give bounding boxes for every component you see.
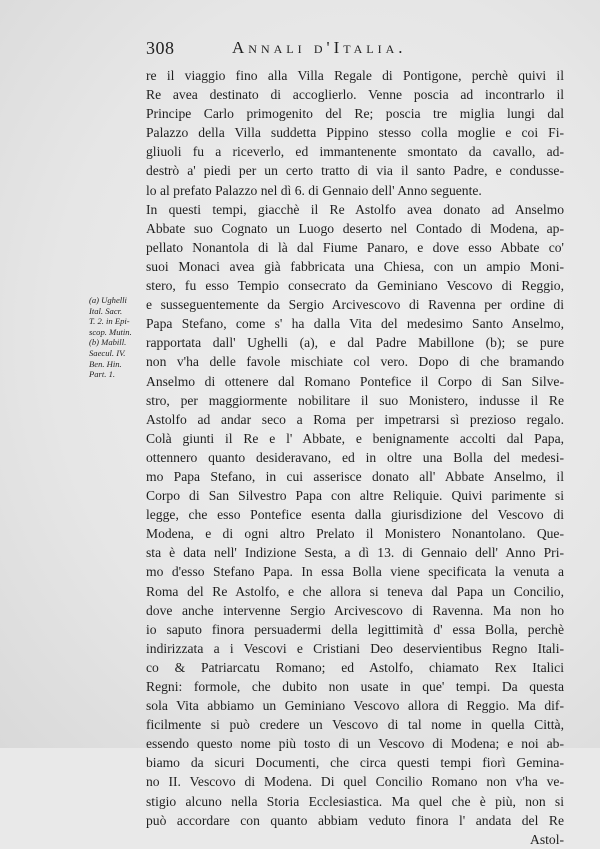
text-line: Principe Carlo primogenito del Re; poscia tre miglia lungi dal	[146, 106, 564, 122]
text-line: no II. Vescovo di Modena. Di quel Concilio Romano non v'ha ve-	[146, 774, 564, 790]
text-line: non v'ha delle favole mischiate col vero. Dopo di che bramando	[146, 354, 564, 370]
text-line: stro, per maggiormente nobilitare il suo Monistero, indusse il Re	[146, 392, 564, 408]
page-number: 308	[146, 38, 175, 58]
text-line: mo Papa Stefano, in cui asserisce donato all' Abbate Anselmo, il	[146, 468, 564, 484]
text-line: Palazzo della Villa suddetta Pippino stesso colla moglie e coi Fi-	[146, 125, 564, 141]
text-line: Papa Stefano, come s' ha dalla Vita del medesimo Santo Anselmo,	[146, 316, 564, 332]
text-line: io saputo finora persuadermi della legittimità d' essa Bolla, perchè	[146, 621, 564, 637]
marginal-note-line: Part. 1.	[89, 369, 116, 380]
text-line: Roma del Re Astolfo, e che allora si teneva dal Papa un Concilio,	[146, 583, 564, 599]
text-line: suoi Monaci avea già fabbricata una Chiesa, con un ampio Moni-	[146, 258, 564, 274]
text-line: Abbate suo Cognato un Luogo deserto nel Contado di Modena, ap-	[146, 220, 564, 236]
text-line: lo al prefato Palazzo nel dì 6. di Gennaio dell' Anno seguente.	[146, 182, 482, 198]
text-line: indirizzata a i Vescovi e Cristiani Deo deservientibus Regno Itali-	[146, 640, 564, 656]
text-line: e susseguentemente da Sergio Arcivescovo di Ravenna per ordine di	[146, 297, 564, 313]
text-line: destrò a' piedi per un certo tratto di via il santo Padre, e condusse-	[146, 163, 564, 179]
text-line: gliuoli fu a riceverlo, ed immantenente smontato da cavallo, ad-	[146, 144, 564, 160]
text-line: Corpo di San Silvestro Papa con altre Reliquie. Quivi parimente si	[146, 488, 564, 504]
text-line: legge, che esso Pontefice esenta dalla giurisdizione del Vescovo di	[146, 507, 564, 523]
text-line: rapportata dall' Ughelli (a), e dal Padre Mabillone (b); se pure	[146, 335, 564, 351]
text-line: sta è data nell' Indizione Sesta, a dì 13. di Gennaio dell' Anno Pri-	[146, 545, 564, 561]
text-line: ottennero quanto desideravano, ed in oltre una Bolla del medesi-	[146, 449, 564, 465]
text-line: dove anche intervenne Sergio Arcivescovo di Ravenna. Ma non ho	[146, 602, 564, 618]
text-line: biamo da sicuri Documenti, che circa questi tempi fiorì Gemina-	[146, 755, 564, 771]
text-line: Colà giunti il Re e l' Abbate, e benignamente accolti dal Papa,	[146, 430, 564, 446]
text-line: re il viaggio fino alla Villa Regale di Pontigone, perchè quivi il	[146, 68, 564, 83]
text-line: Astolfo ad andar seco a Roma per impetrarsi sì prezioso regalo.	[146, 411, 564, 427]
text-line: co & Patriarcatu Romano; ed Astolfo, chiamato Rex Italici	[146, 659, 564, 675]
text-line: sola Vita abbiamo un Geminiano Vescovo allora di Reggio. Ma dif-	[146, 698, 564, 714]
marginal-note-line: scop. Mutin.	[89, 326, 132, 337]
running-title: Annali d'Italia.	[232, 38, 407, 57]
text-line: In questi tempi, giacchè il Re Astolfo avea donato ad Anselmo	[146, 201, 564, 217]
body-text	[146, 66, 564, 849]
text-line: mo d'esso Stefano Papa. In essa Bolla viene specificata la venuta a	[146, 564, 564, 580]
text-line: ficilmente si può credere un Vescovo di tal nome in quella Città,	[146, 717, 564, 733]
marginal-notes	[89, 295, 145, 380]
marginal-note-line: Ital. Sacr.	[89, 305, 123, 316]
text-line: Modena, e di ogni altro Prelato il Monistero Nonantolano. Que-	[146, 526, 564, 542]
text-line: pellato Nonantola di là dal Fiume Panaro, e dove esso Abbate co'	[146, 239, 564, 255]
text-line: essendo questo nome più tosto di un Vescovo di Modena; e noi ab-	[146, 736, 564, 752]
text-line: stigio alcuno nella Storia Ecclesiastica. Ma quel che è più, non si	[146, 793, 564, 809]
marginal-note-line: (b) Mabill.	[89, 337, 127, 348]
marginal-note-line: Saecul. IV.	[89, 347, 126, 358]
marginal-note-line: T. 2. in Epi-	[89, 316, 130, 327]
marginal-note-line: (a) Ughelli	[89, 295, 127, 305]
text-line: stero, fu esso Tempio consecrato da Geminiano Vescovo di Reggio,	[146, 278, 564, 294]
text-line: Anselmo di ottenere dal Romano Pontefice il Corpo di San Silve-	[146, 373, 564, 389]
text-line: Regni: formole, che dubito non usate in que' tempi. Da questa	[146, 679, 564, 694]
catchword: Astol-	[530, 831, 564, 847]
text-line: può accordare con quanto abbiam veduto finora l' andata del Re	[146, 812, 564, 828]
marginal-note-line: Ben. Hin.	[89, 358, 122, 369]
text-line: Re avea destinato di accoglierlo. Venne poscia ad incontrarlo il	[146, 87, 564, 103]
